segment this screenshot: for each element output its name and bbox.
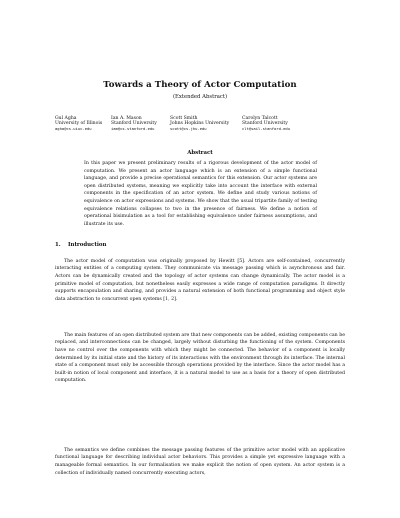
body-paragraph: The actor model of computation was originally proposed by Hewitt [5]. Actors are self-contained, concurrently interacting entities of a computing system. They communicate via message passing which is asynchronous and fair. Actors can be dynamically created and the topology of actor systems can change dynamically. The actor model is a primitive model of computation, but nonetheless easily expresses a wide range of computation paradigms. It directly supports encapsulation and sharing, and provides a natural extension of both functional programming and object style data abstraction to concurrent open systems [1, 2]. <box>55 258 345 302</box>
author-name: Gul Agha <box>55 116 77 121</box>
author-affiliation: Johns Hopkins University <box>170 121 230 127</box>
author-email: agha@cs.uiuc.edu <box>55 126 92 132</box>
author-email: scott@cs.jhu.edu <box>170 126 207 132</box>
paper-title: Towards a Theory of Actor Computation <box>103 80 297 90</box>
section-title: Introduction <box>68 242 107 248</box>
body-paragraph: The main features of an open distributed system are that new components can be added, existing components can be replaced, and interconnections can be changed, largely without disturbing the functioning of the system. Components have no control over the components with which they might be connected. The behavior of a component is locally determined by its initial state and the history of its interactions with the environment through its interface. The internal state of a component must only be accessible through operations provided by the interface. Since the actor model has a built-in notion of local component and interface, it is a natural model to use as a basis for a theory of open distributed computation. <box>55 332 345 384</box>
author-email: iam@cs.stanford.edu <box>111 126 155 132</box>
author-list <box>55 116 355 140</box>
author-block <box>55 116 102 132</box>
author-name: Scott Smith <box>170 116 198 121</box>
author-block <box>170 116 229 132</box>
author-affiliation: University of Illinois <box>55 121 103 127</box>
author-affiliation: Stanford University <box>242 121 288 127</box>
author-affiliation: Stanford University <box>111 121 157 127</box>
author-block <box>111 116 157 132</box>
section-heading <box>55 242 106 248</box>
body-paragraph: The semantics we define combines the message passing features of the primitive actor model with an applicative functional language for describing individual actor behaviors. This provides a simple yet expressive language with a manageable formal semantics. In our formalisation we make explicit the notion of open system. An actor system is a collection of individually named concurrently executing actors, <box>55 447 345 476</box>
abstract-text: In this paper we present preliminary results of a rigorous development of the actor model of computation. We present an actor language which is an extension of a simple functional language, and provide a precise operational semantics for this extension. Our actor systems are open distributed systems, meaning we explicitly take into account the interface with external components in the specification of an actor system. We define and study various notions of equivalence on actor expressions and systems. We show that the usual tripartite family of testing equivalence relations collapses to two in the presence of fairness. We define a notion of operational bisimulation as a tool for establishing equivalence under fairness assumptions, and illustrate its use. <box>84 161 317 227</box>
paper-subtitle: (Extended Abstract) <box>172 94 228 100</box>
author-email: clt@sail.stanford.edu <box>242 126 291 132</box>
author-block <box>242 116 290 132</box>
author-name: Carolyn Talcott <box>242 116 278 121</box>
section-number: 1. <box>55 242 61 248</box>
author-name: Ian A. Mason <box>111 116 142 121</box>
abstract-heading: Abstract <box>187 150 213 156</box>
